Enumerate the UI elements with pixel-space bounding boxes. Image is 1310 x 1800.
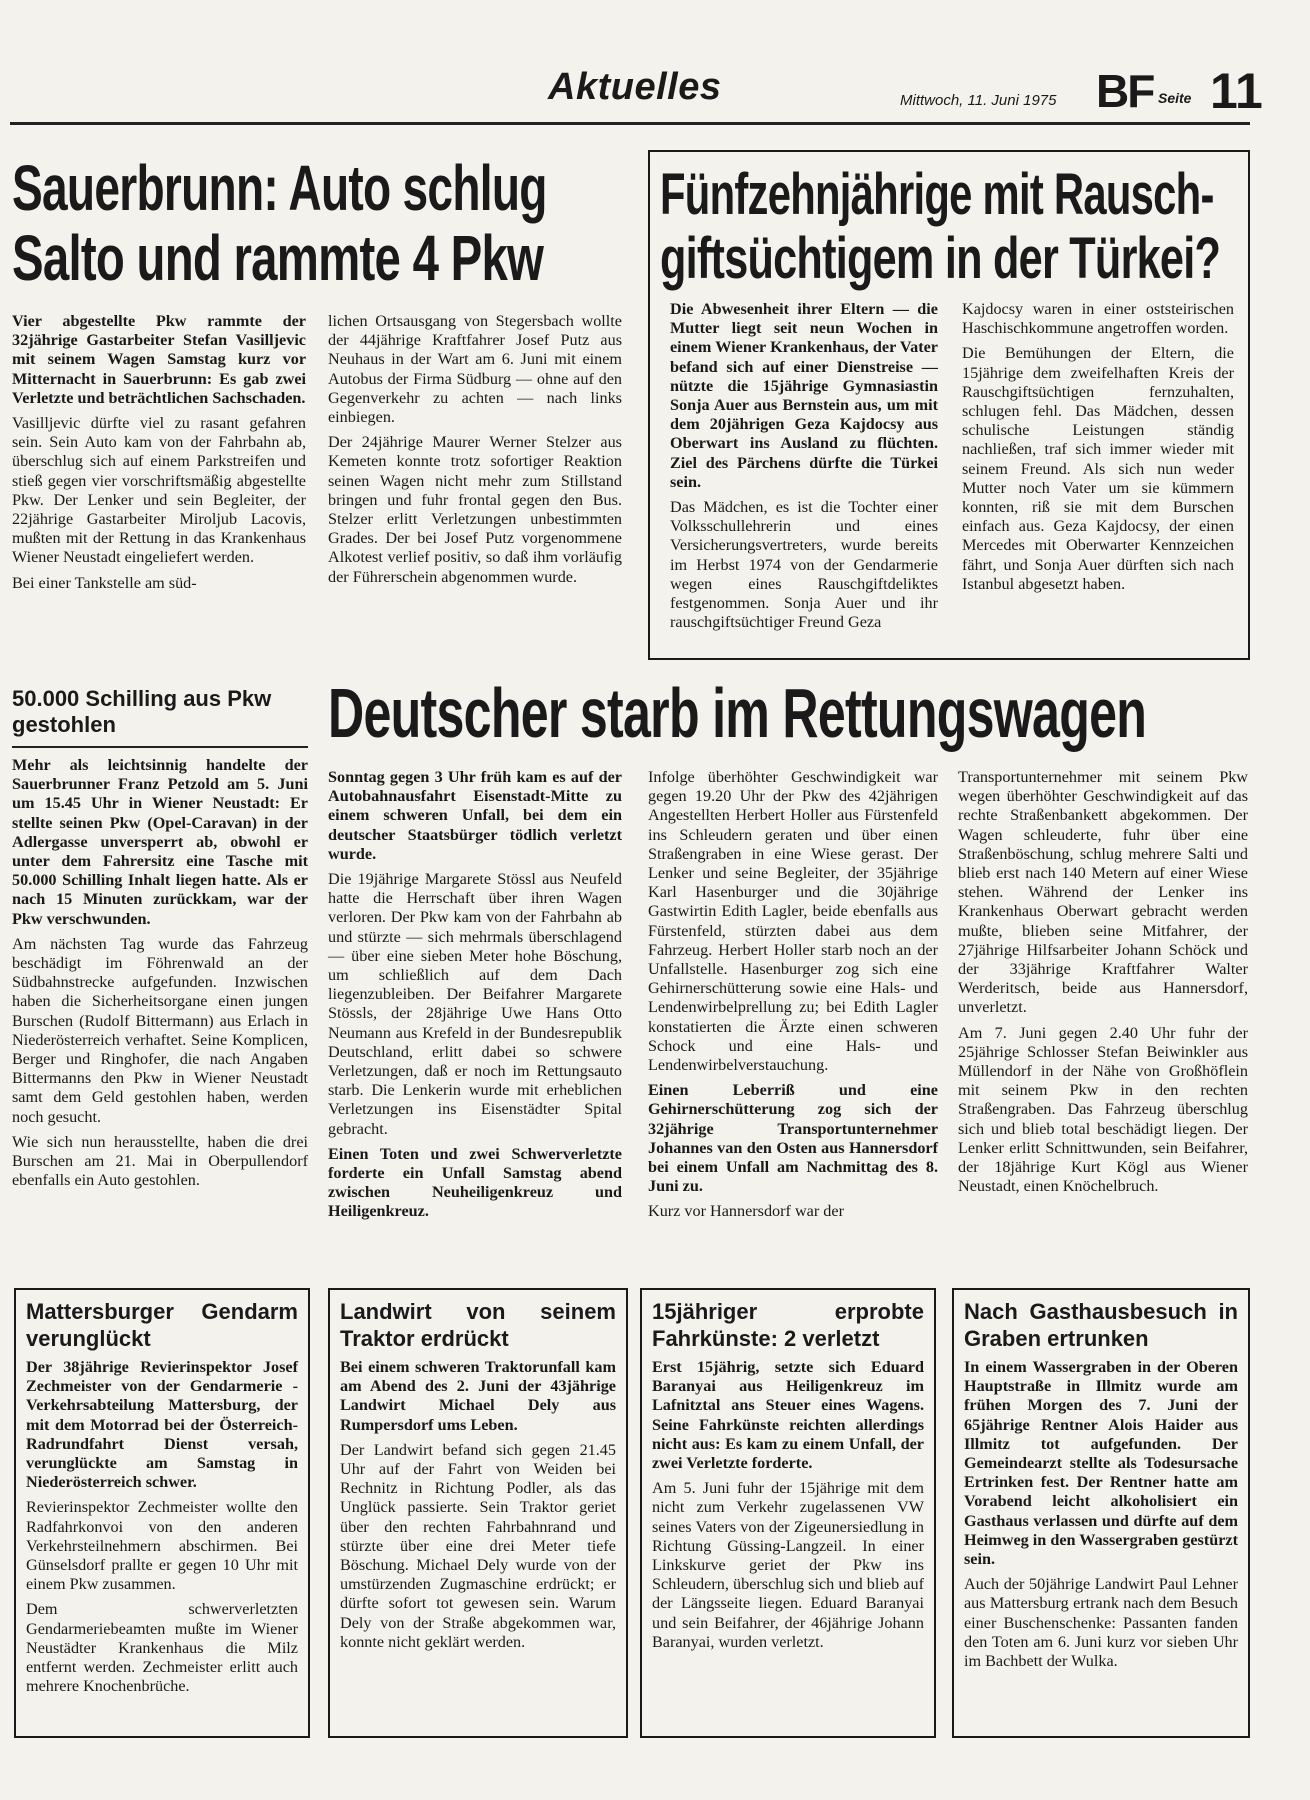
article4-paragraph: Am 7. Juni gegen 2.40 Uhr fuhr der 25jährige Schlosser Stefan Beiwinkler aus Müllendorf in der Nähe von Großhöflein mit seinem Pkw in den rechten Straßengraben. Das Fahrzeug überschlug sich und blieb total beschädigt liegen. Der Lenker erlitt Schnittwunden, sein Beifahrer, der 18jährige Kurt Kögl aus Wiener Neustadt, einen Knöchelbruch. xyxy=(958,1023,1248,1196)
box1-title: Mattersburger Gendarm verunglückt xyxy=(26,1299,298,1351)
header-rule xyxy=(10,122,1250,125)
article4-lead: Einen Leberriß und eine Gehirnerschütterung zog sich der 32jährige Transportunternehmer Johannes van den Osten aus Hannersdorf bei einem Unfall am Nachmittag des 8. Juni zu. xyxy=(648,1081,938,1196)
page-number: 11 xyxy=(1210,63,1263,119)
article3-paragraph: Wie sich nun herausstellte, haben die drei Burschen am 21. Mai in Oberpullendorf ebenfalls ein Auto gestohlen. xyxy=(12,1132,308,1190)
article4-paragraph: Transportunternehmer mit seinem Pkw wegen überhöhter Geschwindigkeit auf das rechte Straßenbankett abgekommen. Der Wagen schleuderte, fuhr über eine Straßenböschung, schlug mehrere Salti und blieb erst nach 140 Metern auf einer Wiese stehen. Während der Lenker ins Krankenhaus Oberwart gebracht werden mußte, blieben seine Mitfahrer, der 27jährige Hilfsarbeiter Johann Schöck und der 33jährige Kraftfahrer Walter Werderitsch, beide aus Hannersdorf, unverletzt. xyxy=(958,768,1248,1017)
issue-date: Mittwoch, 11. Juni 1975 xyxy=(900,92,1057,109)
article4-paragraph: Kurz vor Hannersdorf war der xyxy=(648,1202,844,1221)
article1-headline-line2: Salto und rammte 4 Pkw xyxy=(12,222,544,294)
box3-paragraph: Am 5. Juni fuhr der 15jährige mit dem nicht zum Verkehr zugelassenen VW seines Vaters von der Zigeunersiedlung in Richtung Güssing-Langzeil. In einer Linkskurve geriet der Pkw ins Schleudern, überschlug sich und blieb auf der Längsseite liegen. Eduard Baranyai und sein Beifahrer, der 46jährige Johann Baranyai, wurden verletzt. xyxy=(652,1479,924,1651)
article4-column2 xyxy=(648,768,938,1228)
box3 xyxy=(640,1288,936,1738)
article3-headline: 50.000 Schilling aus Pkw gestohlen xyxy=(12,686,272,737)
page-label: Seite xyxy=(1158,90,1192,106)
article1-headline-line1: Sauerbrunn: Auto schlug xyxy=(12,152,547,224)
article2-paragraph: Das Mädchen, es ist die Tochter einer Volksschullehrerin und eines Versicherungsvertreters, wurde bereits im Herbst 1974 von der Gendarmerie wegen eines Rauschgiftdeliktes festgenommen. Sonja Auer und ihr rauschgiftsüchtiger Freund Geza xyxy=(670,498,938,632)
article4-column1 xyxy=(328,768,622,1228)
box4-paragraph: Auch der 50jährige Landwirt Paul Lehner aus Mattersburg ertrank nach dem Besuch einer Buschenschenke: Passanten fanden den Toten am 6. Juni kurz vor sieben Uhr im Bachbett der Wulka. xyxy=(964,1575,1238,1671)
box2-paragraph: Der Landwirt befand sich gegen 21.45 Uhr auf der Fahrt von Weiden bei Rechnitz in Richtung Podler, als das Unglück passierte. Sein Traktor geriet über den rechten Fahrbahnrand und stürzte über eine drei Meter tiefe Böschung. Michael Dely wurde von der umstürzenden Zugmaschine erdrückt; er dürfte sofort tot gewesen sein. Warum Dely von der Straße abgekommen war, konnte nicht geklärt werden. xyxy=(340,1440,616,1651)
article4-paragraph: Infolge überhöhter Geschwindigkeit war gegen 19.20 Uhr der Pkw des 42jährigen Angestellten Herbert Holler aus Fürstenfeld ins Schleudern geraten und über einen Straßengraben in eine Wiese gerast. Der Lenker und seine Begleiter, der 35jährige Karl Hasenburger und die 30jährige Gastwirtin Edith Lagler, beide ebenfalls aus Fürstenfeld, stürzten dabei aus dem Fahrzeug. Herbert Holler starb noch an der Unfallstelle. Hasenburger zog sich eine Gehirnerschütterung sowie eine Hals- und Lendenwirbelprellung zu; bei Edith Lagler konstatierten die Ärzte einen schweren Schock und eine Hals- und Lendenwirbelverstauchung. xyxy=(648,768,938,1075)
box3-lead: Erst 15jährig, setzte sich Eduard Baranyai aus Heiligenkreuz im Lafnitztal ans Steuer eines Wagens. Seine Fahrkünste reichten allerdings nicht aus: Es kam zu einem Unfall, der zwei Verletzte forderte. xyxy=(652,1358,924,1473)
box2 xyxy=(328,1288,628,1738)
article2-headline-line2: giftsüchtigem in der Türkei? xyxy=(660,226,1221,291)
box1-lead: Der 38jährige Revierinspektor Josef Zechmeister von der Gendarmerie - Verkehrsabteilung Mattersburg, der mit dem Motorrad bei der Österreich-Radrundfahrt Dienst versah, verunglückte am Samstag in Niederösterreich schwer. xyxy=(26,1358,298,1492)
article2-column1 xyxy=(670,300,938,638)
article4-headline: Deutscher starb im Rettungswagen xyxy=(328,674,1147,752)
article4-column3 xyxy=(958,768,1248,1202)
article3-rule xyxy=(12,746,308,748)
article1-lead: Vier abgestellte Pkw rammte der 32jährige Gastarbeiter Stefan Vasilljevic mit seinem Wagen Samstag kurz vor Mitternacht in Sauerbrunn: Es gab zwei Verletzte und beträchtlichen Sachschaden. xyxy=(12,312,306,407)
box4-content xyxy=(964,1298,1238,1677)
article3-lead: Mehr als leichtsinnig handelte der Sauerbrunner Franz Petzold am 5. Juni um 15.45 Uhr in Wiener Neustadt: Er stellte seinen Pkw (Opel-Caravan) in der Adlergasse unversperrt ab, obwohl er unter dem Fahrersitz eine Tasche mit 50.000 Schilling Inhalt liegen hatte. Als er nach 15 Minuten zurückkam, war der Pkw verschwunden. xyxy=(12,756,308,928)
article4-lead: Sonntag gegen 3 Uhr früh kam es auf der Autobahnausfahrt Eisenstadt-Mitte zu einem schweren Unfall, bei dem ein deutscher Staatsbürger tödlich verletzt wurde. xyxy=(328,768,622,863)
box4-lead: In einem Wassergraben in der Oberen Hauptstraße in Illmitz wurde am frühen Morgen des 7. Juni der 65jährige Rentner Alois Haider aus Illmitz tot aufgefunden. Der Gemeindearzt stellte als Todesursache Ertrinken fest. Der Rentner hatte am Vorabend leicht alkoholisiert ein Gasthaus verlassen und dürfte auf dem Heimweg in den Wassergraben gestürzt sein. xyxy=(964,1358,1238,1569)
article3-column xyxy=(12,756,308,1196)
box4-title: Nach Gasthausbesuch in Graben ertrunken xyxy=(964,1299,1238,1351)
box1 xyxy=(14,1288,310,1738)
box2-lead: Bei einem schweren Traktorunfall kam am Abend des 2. Juni der 43jährige Landwirt Michael Dely aus Rumpersdorf ums Leben. xyxy=(340,1358,616,1434)
box2-content xyxy=(340,1298,616,1658)
article1-paragraph: lichen Ortsausgang von Stegersbach wollte der 44jährige Kraftfahrer Josef Putz aus Neuhaus in der Wart am 6. Juni mit einem Autobus der Firma Südburg — ohne auf den Gegenverkehr zu achten — nach links einbiegen. xyxy=(328,312,622,427)
box3-content xyxy=(652,1298,924,1658)
box1-content xyxy=(26,1298,298,1702)
article2-paragraph: Die Bemühungen der Eltern, die 15jährige dem zweifelhaften Kreis der Rauschgiftsüchtigen fernzuhalten, schlugen fehl. Das Mädchen, dessen schulische Leistungen ständig nachließen, traf sich immer wieder mit seinem Freund. Als sich nun weder Mutter noch Vater um sie kümmern konnten, riß sie mit dem Burschen einfach aus. Geza Kajdocsy, der einen Mercedes mit Oberwarter Kennzeichen fährt, und Sonja Auer dürften sich nach Istanbul abgesetzt haben. xyxy=(962,344,1234,593)
newspaper-logo: BF xyxy=(1096,65,1154,117)
article2-lead: Die Abwesenheit ihrer Eltern — die Mutter liegt seit neun Wochen in einem Wiener Krankenhaus, der Vater befand sich auf einer Dienstreise — nützte die 15jährige Gymnasiastin Sonja Auer aus Bernstein aus, um mit dem 20jährigen Geza Kajdocsy aus Oberwart ins Ausland zu flüchten. Ziel des Pärchens dürfte die Türkei sein. xyxy=(670,300,938,491)
article1-column2 xyxy=(328,312,622,593)
article1-paragraph: Bei einer Tankstelle am süd- xyxy=(12,573,197,592)
box1-paragraph: Revierinspektor Zechmeister wollte den Radfahrkonvoi von den anderen Verkehrsteilnehmern abschirmen. Bei Günselsdorf prallte er gegen 10 Uhr mit einem Pkw zusammen. xyxy=(26,1498,298,1594)
article2-headline-line1: Fünfzehnjährige mit Rausch- xyxy=(660,162,1214,227)
section-title: Aktuelles xyxy=(548,66,722,108)
box3-title: 15jähriger erprobte Fahrkünste: 2 verletzt xyxy=(652,1299,924,1351)
article2-column2 xyxy=(962,300,1234,600)
article3-paragraph: Am nächsten Tag wurde das Fahrzeug beschädigt im Föhrenwald an der Südbahnstrecke aufgefunden. Inzwischen haben die Sicherheitsorgane einen jungen Burschen (Rudolf Bittermann) aus Erlach in Niederösterreich verhaftet. Seine Komplicen, Berger und Ringhofer, die nach Angaben Bittermanns den Pkw in Wiener Neustadt samt dem Geld gestohlen haben, werden noch gesucht. xyxy=(12,934,308,1126)
article4-lead: Einen Toten und zwei Schwerverletzte forderte ein Unfall Samstag abend zwischen Neuheiligenkreuz und Heiligenkreuz. xyxy=(328,1144,622,1221)
article4-paragraph: Die 19jährige Margarete Stössl aus Neufeld hatte die Herrschaft über ihren Wagen verloren. Der Pkw kam von der Fahrbahn ab und stürzte — sich mehrmals überschlagend — über eine sieben Meter hohe Böschung, um schließlich auf dem Dach liegenzubleiben. Der Beifahrer Margarete Stössls, der 28jährige Uwe Hans Otto Neumann aus Krefeld in der Bundesrepublik Deutschland, erlitt dabei so schwere Verletzungen, daß er noch im Rettungsauto starb. Die Lenkerin wurde mit erheblichen Verletzungen ins Eisenstädter Spital gebracht. xyxy=(328,870,622,1138)
article1-paragraph: Vasilljevic dürfte viel zu rasant gefahren sein. Sein Auto kam von der Fahrbahn ab, überschlug sich auf einem Parkstreifen und stieß gegen vier vorschriftsmäßig abgestellte Pkw. Der Lenker und sein Begleiter, der 22jährige Gastarbeiter Miroljub Lacovis, mußten mit der Rettung in das Krankenhaus Wiener Neustadt eingeliefert werden. xyxy=(12,414,306,567)
article1-column1 xyxy=(12,312,306,599)
article1-paragraph: Der 24jährige Maurer Werner Stelzer aus Kemeten konnte trotz sofortiger Reaktion seinen Wagen nicht mehr zum Stillstand bringen und fuhr frontal gegen den Bus. Stelzer erlitt Verletzungen unbestimmten Grades. Der bei Josef Putz vorgenommene Alkotest verlief positiv, so daß ihm vorläufig der Führerschein abgenommen wurde. xyxy=(328,433,622,586)
box4 xyxy=(952,1288,1250,1738)
article2-paragraph: Kajdocsy waren in einer oststeirischen Haschischkommune angetroffen worden. xyxy=(962,300,1234,338)
box2-title: Landwirt von seinem Traktor erdrückt xyxy=(340,1299,616,1351)
box1-paragraph: Dem schwerverletzten Gendarmeriebeamten mußte im Wiener Neustädter Krankenhaus die Milz entfernt werden. Zechmeister erlitt auch mehrere Knochenbrüche. xyxy=(26,1600,298,1696)
